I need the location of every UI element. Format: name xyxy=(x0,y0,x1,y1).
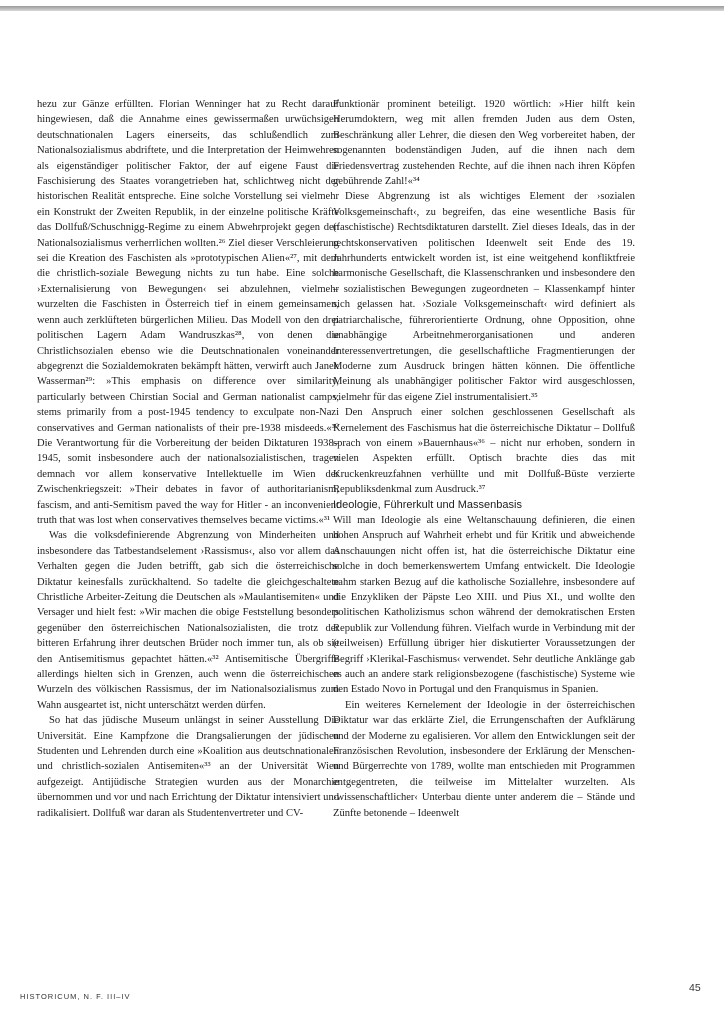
paragraph: Was die volksdefinierende Abgrenzung von Minderheiten und insbesondere das Tatbestandselement ›Rassismus‹, also vor allem das Verhalten gegen die Juden betrifft, gab sich die österreichische Diktatur keinesfalls zurückhaltend. So tadelte die gleichgeschaltete Christliche Arbeiter-Zeitung die Deutschen als »Maulantisemiten« und Versager und hielt fest: »Wir machen die obige Feststellung besonders gegenüber den österreichischen Nationalsozialisten, die trotz der bitteren Erfahrung ihrer deutschen Brüder noch immer tun, als ob sie den Antisemitismus gepachtet hätten.«³² Antisemitische Übergriffe allerdings hielten sich in Grenzen, auch wenn die österreichischen Wurzeln des völkischen Rassismus, der im Nationalsozialismus zum Wahn ausgeartet ist, nicht unterschätzt werden dürfen. xyxy=(37,530,339,711)
scan-top-edge xyxy=(0,6,724,11)
paragraph: Diese Abgrenzung ist als wichtiges Element der ›sozialen Volksgemeinschaft‹, zu begreifen, das eine wesentliche Basis für (faschistische) Rechtsdiktaturen darstellt. Ziel dieses Ideals, das in der rechtskonservativen politischen Ideenwelt seit Ende des 19. Jahrhunderts entwickelt worden ist, ist eine weitgehend konfliktfreie harmonische Gesellschaft, die Klassenschranken und insbesondere den – sozialistischen Bewegungen zugeordneten – Klassenkampf hinter sich gelassen hat. ›Soziale Volksgemeinschaft‹ wird definiert als patriarchalische, führerorientierte Ordnung, ohne Opposition, ohne unabhängige Arbeitnehmerorganisationen und anderen Interessenvertretungen, die gesellschaftliche Fragmentierungen der Moderne zum Ausdruck bringen hätten können. Die öffentliche Meinung als unabhängiger politischer Faktor wird ausgeschlossen, vielmehr für das eigene Ziel instrumentalisiert.³⁵ xyxy=(333,191,635,403)
paragraph: hezu zur Gänze erfüllten. Florian Wenninger hat zu Recht darauf hingewiesen, daß die Annahme eines gewissermaßen urwüchsigen deutschnationalen Lagers einerseits, das schlußendlich zum Nationalsozialismus abdriftete, und die Interpretation der Heimwehren als eigenständiger politischer Faktor, der auf eigene Faust die Faschisierung des Staates vorangetrieben hat, schlichtweg nicht der historischen Realität entspreche. Eine solche Vorstellung sei vielmehr ein Konstrukt der Zweiten Republik, in der einzelne politische Kräfte das Dollfuß/Schuschnigg-Regime zu einem Abwehrprojekt gegen den Nationalsozialismus verherrlichen wollten.²⁶ Ziel dieser Verschleierung sei die Kreation des Faschisten als »prototypischen Alien«²⁷, mit dem die christlich-soziale Bewegung nichts zu tun habe. Eine solche ›Externalisierung von Bewegungen‹ sei abzulehnen, vielmehr wurzelten die Faschisten in Österreich tief in einem gemeinsamen, wenn auch zerklüfteten bürgerlichen Milieu. Das Modell von den drei politischen Lagern Adam Wandruszkas²⁸, von denen die Christlichsozialen ebenso wie die Deutschnationalen voneinander abgegrenzt die Sozialdemokraten bekämpft hätten, verwirft auch Janek Wasserman²⁹: »This emphasis on difference over similarity, particularly between Chirstian Social and German nationalist camps, stems primarily from a post-1945 tendency to exculpate non-Nazi conservatives and German nationalists of their pre-1938 misdeeds.«³⁰ Die Verantwortung für die Vorbereitung der beiden Diktaturen 1938–1945, somit insbesondere auch der nationalsozialistischen, tragen demnach vor allem konservative Intellektuelle im Wien der Zwischenkriegszeit: »Their debates in favor of authoritarianism, fascism, and anti-Semitism paved the way for Hitler - an inconvenient truth that was lost when conservatives themselves became victims.«³¹ xyxy=(37,99,339,526)
right-column xyxy=(333,97,635,821)
paragraph: So hat das jüdische Museum unlängst in seiner Ausstellung Die Universität. Eine Kampfzone die Drangsalierungen der jüdischen Studenten und Lehrenden durch eine »Koalition aus deutschnationalen und christlich-sozialen Antisemiten«³³ an der Universität Wien aufgezeigt. Antijüdische Strategien wurden aus der Monarchie übernommen und vor und nach Errichtung der Diktatur intensiviert und radikalisiert. Dollfuß war daran als Studentenvertreter und CV- xyxy=(37,715,339,819)
page-number: 45 xyxy=(689,982,701,994)
paragraph: Funktionär prominent beteiligt. 1920 wörtlich: »Hier hilft kein Herumdoktern, weg mit allen fremden Juden aus dem Osten, Beschränkung aller Lehrer, die diesen den Weg vorbereitet haben, der sogenannten bodenständigen Juden, auf die ihnen nach dem Friedensvertrag zustehenden Rechte, auf die ihnen nach ihren Köpfen gebührende Zahl!«³⁴ xyxy=(333,99,635,188)
left-column xyxy=(37,97,339,821)
paragraph: Den Anspruch einer solchen geschlossenen Gesellschaft als Kernelement des Faschismus hat die österreichische Diktatur – Dollfuß sprach von einem »Bauernhaus«³⁶ – nicht nur erhoben, sondern in vielen Aspekten erfüllt. Optisch brachte dies das mit Kruckenkreuzfahnen verhüllte und mit Dollfuß-Büste verzierte Republiksdenkmal zum Ausdruck.³⁷ xyxy=(333,407,635,496)
paragraph: Will man Ideologie als eine Weltanschauung definieren, die einen hohen Anspruch auf Wahrheit erhebt und für Kritik und abweichende Anschauungen nicht offen ist, hat die österreichische Diktatur eine solche in doch bemerkenswertem Umfang entwickelt. Die Ideologie nahm starken Bezug auf die katholische Soziallehre, insbesondere auf die Enzykliken der Päpste Leo XIII. und Pius XI., und wollte den politischen Katholizismus schon während der demokratischen Ersten Republik zur Vollendung führen. Vielfach wurde in Verbindung mit der (teilweisen) Erfüllung übriger hier diskutierter Voraussetzungen der Begriff ›Klerikal-Faschismus‹ verwendet. Sehr deutliche Anklänge gab es auch an andere stark religionsbezogene (faschistische) Systeme wie den Estado Novo in Portugal und den Franquismus in Spanien. xyxy=(333,514,635,696)
running-footer-journal: HISTORICUM, N. F. III–IV xyxy=(20,992,131,1001)
paragraph: Ein weiteres Kernelement der Ideologie in der österreichischen Diktatur war das erklärte Ziel, die Errungenschaften der Aufklärung und der Moderne zu egalisieren. Vor allem den Entwicklungen seit der Französischen Revolution, insbesondere der Erklärung der Menschen- und Bürgerrechte von 1789, wollte man entschieden mit Programmen entgegentreten, die teilweise im Mittelalter wurzelten. Als ›wissenschaftlicher‹ Unterbau diente unter anderem die – Stände und Zünfte betonende – Ideenwelt xyxy=(333,699,635,819)
section-heading: Ideologie, Führerkult und Massenbasis xyxy=(333,498,522,511)
